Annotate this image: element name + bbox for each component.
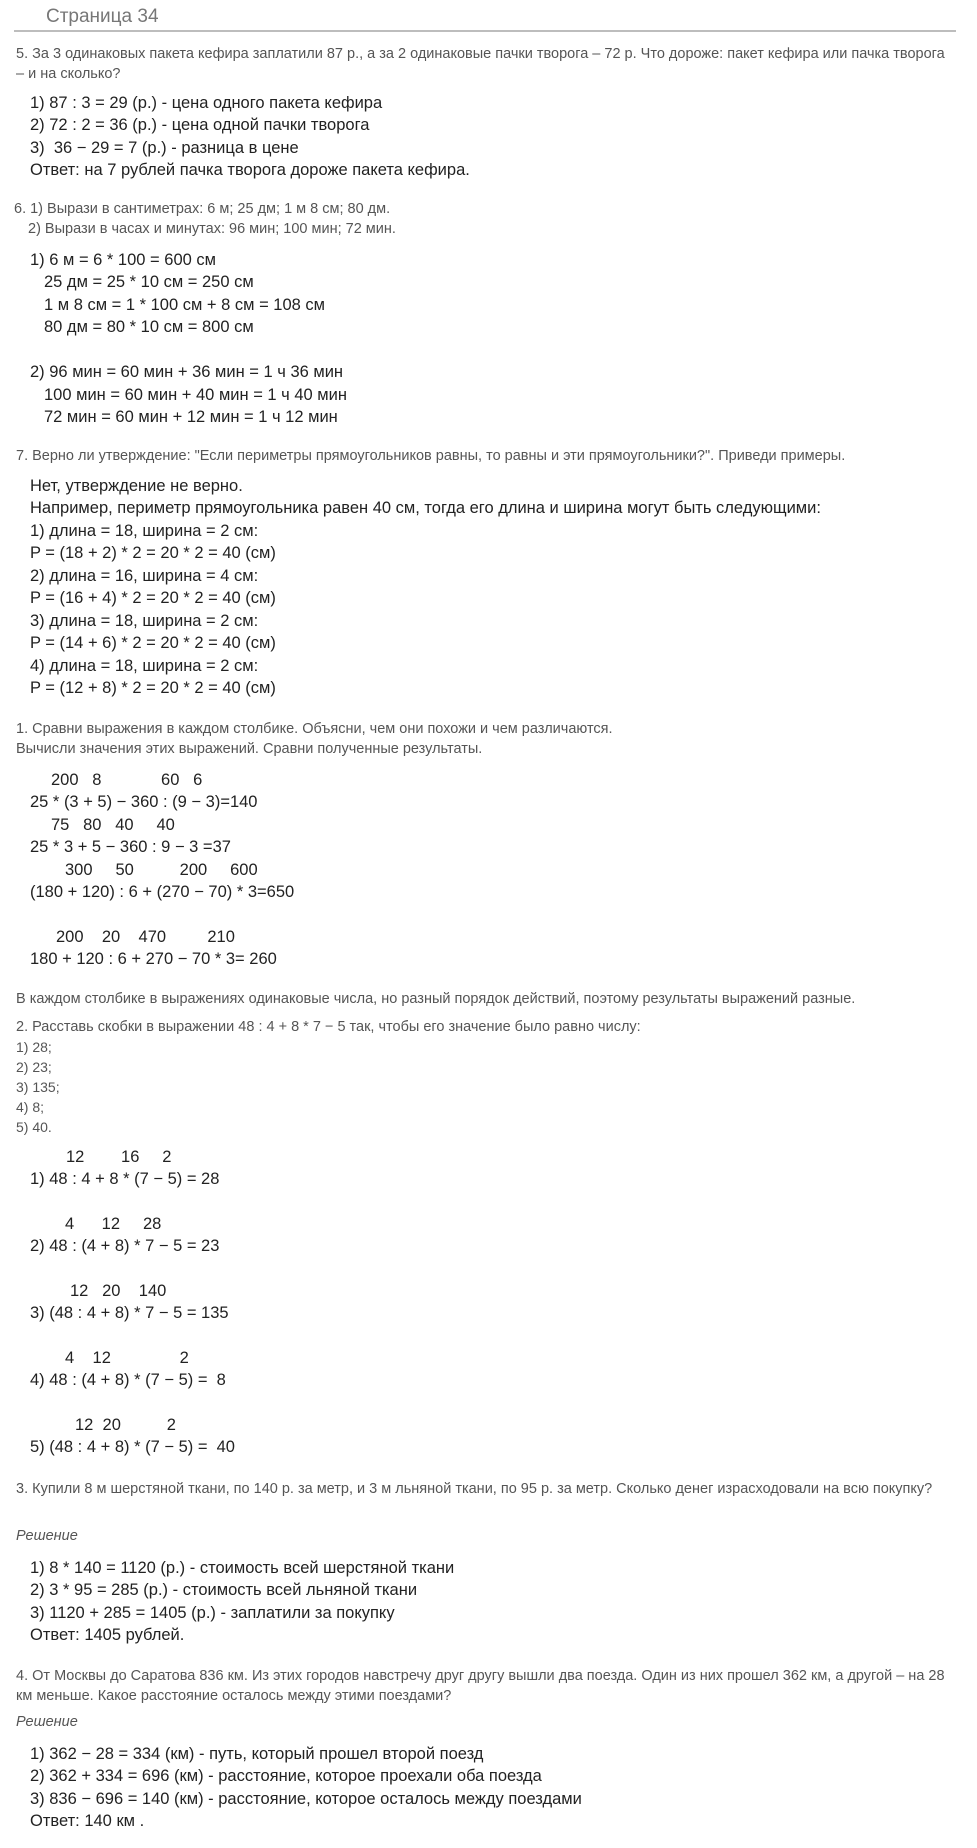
task-2-option-1: 1) 28;	[16, 1039, 52, 1055]
task-2-answer-1: 1) 48 : 4 + 8 * (7 − 5) = 28	[30, 1170, 220, 1188]
task-3-solution-label: Решение	[16, 1528, 78, 1544]
task-6-part2-line-2: 100 мин = 60 мин + 40 мин = 1 ч 40 мин	[44, 386, 347, 404]
task-4-line-2: 2) 362 + 334 = 696 (км) - расстояние, которое проехали оба поезда	[30, 1767, 542, 1785]
task-3-answer: Ответ: 1405 рублей.	[30, 1626, 185, 1644]
task-5-line-2: 2) 72 : 2 = 36 (р.) - цена одной пачки творога	[30, 116, 370, 134]
task-2-answer-1-steps: 12 16 2	[66, 1148, 172, 1166]
task-4-question: 4. От Москвы до Саратова 836 км. Из этих городов навстречу друг другу вышли два поезда. Один из них прошел 362 км, а другой – на 28 км меньше. Какое расстояние осталось между этими поездами?	[16, 1668, 949, 1704]
task-7-line-8: P = (14 + 6) * 2 = 20 * 2 = 40 (см)	[30, 634, 276, 652]
task-7-line-10: P = (12 + 8) * 2 = 20 * 2 = 40 (см)	[30, 679, 276, 697]
task-2-answer-3: 3) (48 : 4 + 8) * 7 − 5 = 135	[30, 1304, 229, 1322]
task-7-question: 7. Верно ли утверждение: "Если периметры прямоугольников равны, то равны и эти прямоугольники?". Приведи примеры.	[16, 448, 846, 464]
task-4-line-3: 3) 836 − 696 = 140 (км) - расстояние, которое осталось между поездами	[30, 1790, 582, 1808]
task-4-answer: Ответ: 140 км .	[30, 1812, 145, 1830]
task-3-question: 3. Купили 8 м шерстяной ткани, по 140 р. за метр, и 3 м льняной ткани, по 95 р. за метр. Сколько денег израсходовали на всю покупку?	[16, 1481, 933, 1497]
task-6-part1-line-1: 1) 6 м = 6 * 100 = 600 см	[30, 251, 216, 269]
task-2-option-3: 3) 135;	[16, 1079, 60, 1095]
task-2-option-4: 4) 8;	[16, 1099, 45, 1115]
task-1-expr-1-steps: 200 8 60 6	[51, 771, 203, 789]
task-7-line-4: P = (18 + 2) * 2 = 20 * 2 = 40 (см)	[30, 544, 276, 562]
task-6-question-1: 6. 1) Вырази в сантиметрах: 6 м; 25 дм; 1 м 8 см; 80 дм.	[14, 201, 391, 217]
task-6-part2-line-3: 72 мин = 60 мин + 12 мин = 1 ч 12 мин	[44, 408, 338, 426]
task-1-expr-3-steps: 300 50 200 600	[65, 861, 258, 879]
task-2-answer-3-steps: 12 20 140	[70, 1282, 167, 1300]
task-5-question: 5. За 3 одинаковых пакета кефира заплатили 87 р., а за 2 одинаковые пачки творога – 72 р. Что дороже: пакет кефира или пачка творога – и на сколько?	[16, 46, 949, 82]
task-6-part1-line-4: 80 дм = 80 * 10 см = 800 см	[44, 318, 254, 336]
task-3-line-3: 3) 1120 + 285 = 1405 (р.) - заплатили за покупку	[30, 1604, 395, 1622]
task-3-line-2: 2) 3 * 95 = 285 (р.) - стоимость всей льняной ткани	[30, 1581, 418, 1599]
task-1-expr-4-steps: 200 20 470 210	[56, 928, 235, 946]
task-7-line-6: P = (16 + 4) * 2 = 20 * 2 = 40 (см)	[30, 589, 276, 607]
task-2-option-2: 2) 23;	[16, 1059, 52, 1075]
task-3-line-1: 1) 8 * 140 = 1120 (р.) - стоимость всей шерстяной ткани	[30, 1559, 455, 1577]
task-7-line-9: 4) длина = 18, ширина = 2 см:	[30, 657, 259, 675]
task-7-line-2: Например, периметр прямоугольника равен 40 см, тогда его длина и ширина могут быть следующими:	[30, 499, 821, 517]
task-1-expr-3: (180 + 120) : 6 + (270 − 70) * 3=650	[30, 883, 295, 901]
task-2-answer-4: 4) 48 : (4 + 8) * (7 − 5) = 8	[30, 1371, 226, 1389]
task-7-line-5: 2) длина = 16, ширина = 4 см:	[30, 567, 259, 585]
task-6-part2-line-1: 2) 96 мин = 60 мин + 36 мин = 1 ч 36 мин	[30, 363, 344, 381]
task-2-option-5: 5) 40.	[16, 1119, 52, 1135]
task-1-expr-2: 25 * 3 + 5 − 360 : 9 − 3 =37	[30, 838, 231, 856]
task-1-conclusion: В каждом столбике в выражениях одинаковые числа, но разный порядок действий, поэтому результаты выражений разные.	[16, 991, 856, 1007]
task-1-question-2: Вычисли значения этих выражений. Сравни полученные результаты.	[16, 741, 483, 757]
task-5-line-3: 3) 36 − 29 = 7 (р.) - разница в цене	[30, 139, 299, 157]
task-4-line-1: 1) 362 − 28 = 334 (км) - путь, который прошел второй поезд	[30, 1745, 484, 1763]
task-2-answer-5: 5) (48 : 4 + 8) * (7 − 5) = 40	[30, 1438, 235, 1456]
task-1-expr-4: 180 + 120 : 6 + 270 − 70 * 3= 260	[30, 950, 277, 968]
task-1-expr-2-steps: 75 80 40 40	[51, 816, 175, 834]
task-1-expr-1: 25 * (3 + 5) − 360 : (9 − 3)=140	[30, 793, 258, 811]
task-7-line-3: 1) длина = 18, ширина = 2 см:	[30, 522, 259, 540]
task-7-line-1: Нет, утверждение не верно.	[30, 477, 243, 495]
task-5-line-1: 1) 87 : 3 = 29 (р.) - цена одного пакета кефира	[30, 94, 383, 112]
task-2-question: 2. Расставь скобки в выражении 48 : 4 + 8 * 7 − 5 так, чтобы его значение было равно числу:	[16, 1019, 641, 1035]
task-7-line-7: 3) длина = 18, ширина = 2 см:	[30, 612, 259, 630]
task-2-answer-2-steps: 4 12 28	[65, 1215, 162, 1233]
task-2-answer-2: 2) 48 : (4 + 8) * 7 − 5 = 23	[30, 1237, 220, 1255]
task-2-answer-5-steps: 12 20 2	[75, 1416, 176, 1434]
task-6-part1-line-3: 1 м 8 см = 1 * 100 см + 8 см = 108 см	[44, 296, 325, 314]
task-4-solution-label: Решение	[16, 1714, 78, 1730]
task-6-part1-line-2: 25 дм = 25 * 10 см = 250 см	[44, 273, 254, 291]
task-6-question-2: 2) Вырази в часах и минутах: 96 мин; 100 мин; 72 мин.	[28, 221, 396, 237]
task-5-answer: Ответ: на 7 рублей пачка творога дороже пакета кефира.	[30, 161, 470, 179]
task-2-answer-4-steps: 4 12 2	[65, 1349, 189, 1367]
task-1-question-1: 1. Сравни выражения в каждом столбике. Объясни, чем они похожи и чем различаются.	[16, 721, 613, 737]
page-title: Страница 34	[46, 6, 159, 27]
title-divider	[14, 30, 956, 32]
